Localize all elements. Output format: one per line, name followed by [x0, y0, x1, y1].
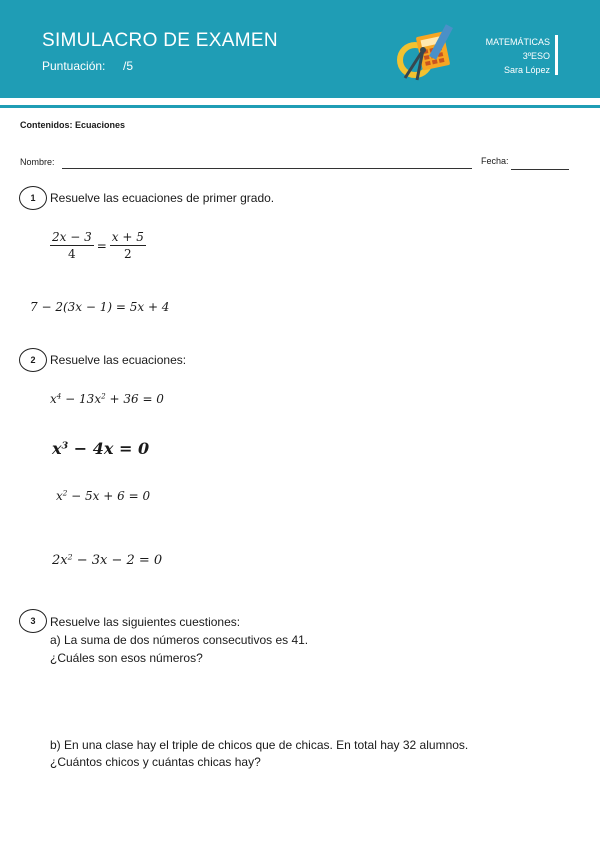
- meta-accent-bar: [555, 35, 558, 75]
- equation-2c: $x^2 - 5x + 6 = 0$: [56, 488, 151, 503]
- question-3a-line-1: a) La suma de dos números consecutivos es 41.: [50, 633, 309, 647]
- question-1-text: Resuelve las ecuaciones de primer grado.: [50, 191, 275, 205]
- fraction-numerator: 2x − 3: [52, 230, 92, 244]
- name-field[interactable]: [62, 168, 472, 169]
- equals-sign: =: [96, 238, 107, 253]
- fraction-denominator: 4: [68, 247, 76, 261]
- exam-title: SIMULACRO DE EXAMEN: [42, 30, 278, 51]
- name-label: Nombre:: [20, 157, 55, 167]
- date-field[interactable]: [511, 169, 569, 170]
- fraction-denominator: 2: [124, 247, 132, 261]
- score-value: /5: [123, 59, 134, 73]
- fraction-numerator: x + 5: [111, 230, 144, 244]
- question-3-text: Resuelve las siguientes cuestiones:: [50, 615, 241, 629]
- question-3a-line-2: ¿Cuáles son esos números?: [50, 651, 203, 665]
- question-3b-line-1: b) En una clase hay el triple de chicos que de chicas. En total hay 32 alumnos.: [50, 738, 469, 752]
- math-tools-icon: [393, 20, 461, 88]
- equation-2a: $x^4 - 13x^2 + 36 = 0$: [50, 391, 164, 406]
- teacher-name: Sara López: [503, 65, 550, 75]
- question-2-text: Resuelve las ecuaciones:: [50, 353, 187, 367]
- course-label: 3ºESO: [522, 51, 550, 61]
- equation-1b: 7 − 2(3x − 1) = 5x + 4: [30, 300, 170, 314]
- date-label: Fecha:: [481, 156, 509, 166]
- question-3b-line-2: ¿Cuántos chicos y cuántas chicas hay?: [50, 755, 261, 769]
- equation-2b: $x^3 - 4x = 0$: [52, 439, 150, 458]
- question-number-3: 3: [19, 609, 47, 633]
- equation-1a: [50, 230, 146, 261]
- question-number-2: 2: [19, 348, 47, 372]
- header-divider: [0, 105, 600, 108]
- contents-label: Contenidos: Ecuaciones: [20, 120, 126, 130]
- header-meta: [486, 35, 550, 77]
- subject-label: MATEMÁTICAS: [485, 37, 550, 47]
- equation-2d: $2x^2 - 3x - 2 = 0$: [52, 552, 163, 568]
- score-label: Puntuación:: [42, 59, 106, 73]
- question-number-1: 1: [19, 186, 47, 210]
